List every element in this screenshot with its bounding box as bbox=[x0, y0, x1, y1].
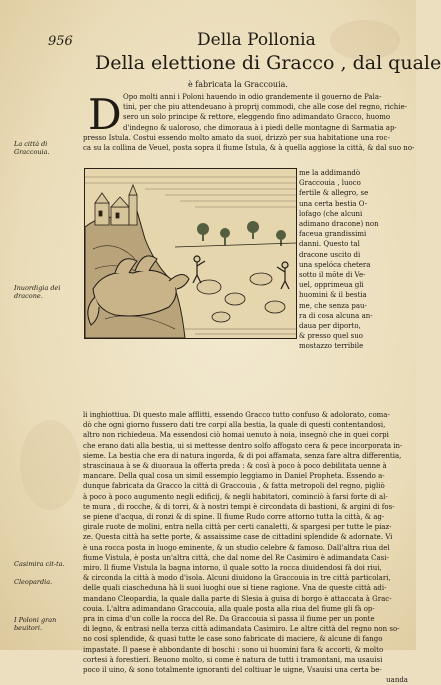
text-line: cortesi à forestieri. Beuono molto, si come è natura de tutti i tramontani, ma usauisi bbox=[83, 655, 383, 664]
text-line: dunque fabricata da Gracco la città di Graccouia , & fatta metropoli del regno, pigliò bbox=[83, 482, 385, 491]
text-line: mancare. Della qual cosa un simil essempio leggiamo in Daniel Propheta. Essendo a- bbox=[83, 472, 385, 481]
text-line: dò che ogni giorno fussero dati tre corpi alla bestia, la quale di questi contentandosi, bbox=[83, 421, 386, 430]
text-line: uel, opprimeua gli bbox=[299, 281, 364, 290]
text-line: dracone uscito di bbox=[299, 250, 361, 259]
text-line: delle quali ciascheduna hà li suoi luoghi oue si tiene ragione. Vna de queste città adi- bbox=[83, 584, 387, 593]
text-line: tini, per che piu attendeuano à proprij commodi, che alle cose del regno, richie- bbox=[123, 103, 407, 112]
text-line: girale ruote de molini, entra nella città per certi canaletti, & spargesi per tutte le piaz- bbox=[83, 523, 392, 532]
text-line: ze. Questa città ha sette porte, & assaissime case de cittadini splendide & adornate. Vi bbox=[83, 533, 393, 542]
margin-note: I Poloni gran beuitori. bbox=[14, 616, 57, 632]
text-line: impastate. Il paese è abbondante di boschi : sono ui huomini fara & accorti, & molto bbox=[83, 645, 384, 654]
text-line: di legno, & entrasi nella terza città adimandata Casimiro. Le altre città del regno non so- bbox=[83, 625, 400, 634]
text-line: & presso quel suo bbox=[299, 332, 363, 341]
page-number: 956 bbox=[48, 34, 73, 49]
drop-cap: D bbox=[88, 90, 122, 139]
text-line: miro. Il fiume Vistula la bagna intorno, il quale sotto la rocca diuidendosi fà doi riui, bbox=[83, 564, 382, 573]
text-line: te mura , di rocche, & di torri, & à nostri tempi è circondata di bastioni, & argini di fos- bbox=[83, 502, 395, 511]
text-line: altro non richiedeua. Ma essendosi ciò homai uenuto à noia, insegnò che in quei corpi bbox=[83, 431, 389, 440]
text-line: Graccouia , luoco bbox=[299, 179, 361, 188]
margin-note: Casimira cit-ta. bbox=[14, 560, 65, 568]
text-line: una certa bestia O- bbox=[299, 199, 368, 208]
text-line: adimano dracone) non bbox=[299, 220, 379, 229]
text-line: sero un solo principe & rettore, eleggendo fino adimandato Gracco, huomo bbox=[123, 113, 391, 122]
text-line: faceua grandissimi bbox=[299, 230, 367, 239]
text-line: & circonda la città à modo d'isola. Alcuni diuidono la Graccouia in tre città particolari, bbox=[83, 574, 391, 583]
text-line: fiume Vistula, è posta un'altra città, che dal nome del Re Casimiro è adimandata Casi- bbox=[83, 553, 389, 562]
margin-note: Inuordigia dei dracone. bbox=[14, 284, 61, 300]
text-line: una spelóca chetera bbox=[299, 260, 371, 269]
text-line: fertile & allegro, se bbox=[299, 189, 369, 198]
text-line: couia. L'altra adimandano Graccouia, alla quale posta alla riua del fiume gli fà op- bbox=[83, 604, 375, 613]
text-line: à poco à poco augumento negli edificij, & negli habitatori, cominciò à farsi forte di al- bbox=[83, 492, 388, 501]
margin-note: Cleopardia. bbox=[14, 578, 53, 586]
woodcut-illustration bbox=[84, 168, 297, 339]
text-line: Opo molti anni i Poloni hauendo in odio grandemente il gouerno de Pala- bbox=[123, 93, 382, 101]
dragon-woodcut-drawing bbox=[85, 169, 296, 338]
running-head: Della Pollonia bbox=[197, 30, 316, 50]
text-line: ca su la collina de Veuel, posta sopra il fiume Istula, & à quella aggiose la città, & dal suo no- bbox=[83, 144, 415, 153]
chapter-title: Della elettione di Gracco , dal quale bbox=[95, 52, 441, 74]
text-line: è una rocca posta in luogo eminente, & un studio celebre & famoso. Dall'altra riua del bbox=[83, 543, 390, 552]
text-line: d'indegno & ualoroso, che dimoraua à i piedi delle montagne di Sarmatia ap- bbox=[123, 123, 397, 132]
text-line: strascinaua à se & diuoraua la offerta preda : & così à poco à poco debilitata uenne à bbox=[83, 462, 387, 471]
text-line: lofago (che alcuni bbox=[299, 209, 363, 218]
text-line: mandano Cleopardia, la quale dalla parte di Slesia à guisa di borgo è attaccata à Grac- bbox=[83, 594, 392, 603]
text-line: mostazzo terribile bbox=[299, 342, 364, 351]
text-line: presso Istula. Costui essendo molto amato da suoi, drizzò per sua habitatione una roc- bbox=[83, 133, 390, 142]
text-line: sieme. La bestia che era di natura ingorda, & di poi affamata, senza fare altra differentia, bbox=[83, 451, 402, 460]
chapter-subtitle: è fabricata la Graccouia. bbox=[188, 80, 288, 89]
text-line: daua per diporto, bbox=[299, 322, 361, 331]
side-text-column bbox=[299, 168, 411, 352]
text-line: danni. Questo tal bbox=[299, 240, 360, 249]
text-line: me, che senza pau- bbox=[299, 301, 367, 310]
text-line: uanda bbox=[386, 676, 408, 685]
paragraph-bottom bbox=[83, 410, 408, 685]
text-line: ra di cosa alcuna an- bbox=[299, 311, 373, 320]
margin-note: La città di Graccouia. bbox=[14, 140, 50, 156]
text-line: no così splendide, & quasi tutte le case sono fabricate di maciere, & alcune di fango bbox=[83, 635, 383, 644]
text-line: pra in cima d'un colle la rocca del Re. Da Graccouia sì passa il fiume per un ponte bbox=[83, 615, 375, 624]
paper-stain bbox=[20, 420, 80, 510]
text-line: se piene d'acqua, di ronzi & di spine. Il fiume Rudo corre attorno tutta la città, & ag- bbox=[83, 513, 385, 522]
text-line: me la addimandò bbox=[299, 169, 361, 177]
text-line: che erano dati alla bestia, ui si mettesse dentro solfo affogato cera & pece incorporata in- bbox=[83, 441, 403, 450]
paragraph-top bbox=[83, 92, 415, 153]
text-line: sotto il mōte di Ve- bbox=[299, 271, 366, 280]
text-line: huomini & il bestia bbox=[299, 291, 367, 300]
text-line: poco il uino, & sono totalmente ignoranti del coltiuar le uigne, Vsauisi una certa be- bbox=[83, 666, 382, 675]
text-line: li inghiottiua. Di questo male afflitti, essendo Gracco tutto confuso & adolorato, coma- bbox=[83, 411, 390, 419]
